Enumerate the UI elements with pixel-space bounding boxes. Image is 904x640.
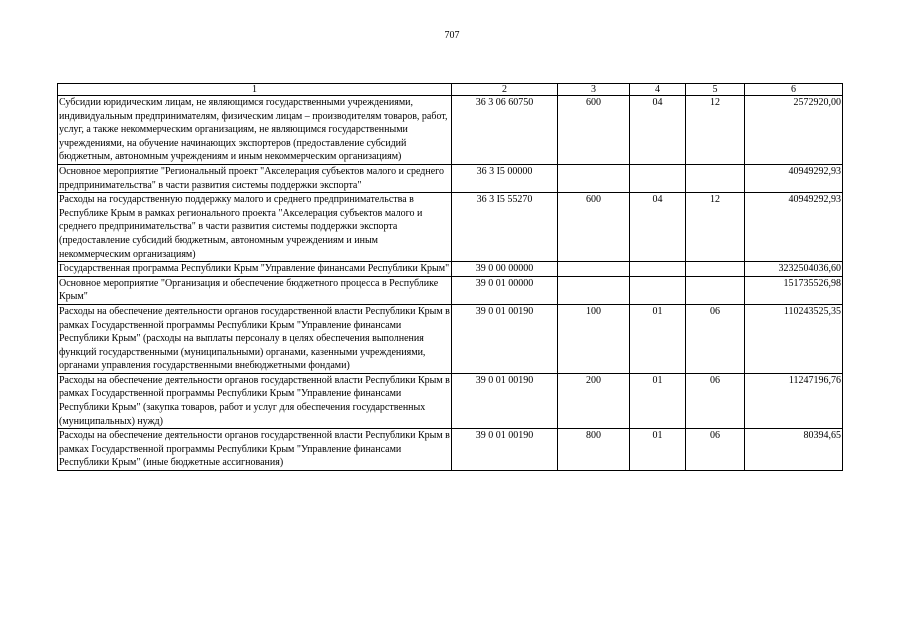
row-subsection: 06 <box>686 429 745 471</box>
row-expense-type <box>558 276 630 304</box>
table-row <box>58 96 843 165</box>
row-amount: 11247196,76 <box>745 373 843 428</box>
row-name: Основное мероприятие "Региональный проект "Акселерация субъектов малого и среднего предпринимательства" в части развития системы поддержки экспорта" <box>58 164 452 192</box>
row-section: 01 <box>630 304 686 373</box>
row-code: 39 0 01 00190 <box>452 429 558 471</box>
table-header <box>58 84 843 96</box>
row-section: 01 <box>630 429 686 471</box>
column-header: 5 <box>686 84 745 96</box>
budget-table <box>57 83 843 471</box>
column-header: 2 <box>452 84 558 96</box>
column-header: 1 <box>58 84 452 96</box>
row-code: 39 0 01 00190 <box>452 373 558 428</box>
row-expense-type: 600 <box>558 193 630 262</box>
page-number: 707 <box>444 30 460 41</box>
row-expense-type: 600 <box>558 96 630 165</box>
row-amount: 110243525,35 <box>745 304 843 373</box>
column-header: 4 <box>630 84 686 96</box>
row-expense-type: 800 <box>558 429 630 471</box>
row-name: Государственная программа Республики Крым "Управление финансами Республики Крым" <box>58 262 452 277</box>
row-section <box>630 164 686 192</box>
column-header: 6 <box>745 84 843 96</box>
row-name: Субсидии юридическим лицам, не являющимся государственными учреждениями, индивидуальным предпринимателям, физическим лицам – производителям товаров, работ, услуг, а также некоммерческим организациям, не являющимся государственными учреждениями, на обучение начинающих экспортеров (предоставление субсидий бюджетным, автономным учреждениям и иным некоммерческим организациям) <box>58 96 452 165</box>
row-code: 36 3 I5 00000 <box>452 164 558 192</box>
row-subsection <box>686 164 745 192</box>
row-section: 04 <box>630 193 686 262</box>
row-name: Основное мероприятие "Организация и обеспечение бюджетного процесса в Республике Крым" <box>58 276 452 304</box>
row-amount: 40949292,93 <box>745 193 843 262</box>
row-expense-type: 200 <box>558 373 630 428</box>
table-row <box>58 276 843 304</box>
table-row <box>58 304 843 373</box>
row-code: 36 3 I5 55270 <box>452 193 558 262</box>
row-section: 04 <box>630 96 686 165</box>
row-section <box>630 276 686 304</box>
row-code: 39 0 00 00000 <box>452 262 558 277</box>
table-row <box>58 164 843 192</box>
row-section: 01 <box>630 373 686 428</box>
row-amount: 80394,65 <box>745 429 843 471</box>
row-expense-type <box>558 164 630 192</box>
row-amount: 2572920,00 <box>745 96 843 165</box>
row-subsection <box>686 276 745 304</box>
row-subsection: 06 <box>686 304 745 373</box>
row-subsection: 12 <box>686 96 745 165</box>
row-expense-type <box>558 262 630 277</box>
row-section <box>630 262 686 277</box>
column-header: 3 <box>558 84 630 96</box>
row-subsection: 06 <box>686 373 745 428</box>
row-name: Расходы на обеспечение деятельности органов государственной власти Республики Крым в рамках Государственной программы Республики Крым "Управление финансами Республики Крым" (расходы на выплаты персоналу в целях обеспечения выполнения функций государственными (муниципальными) органами, казенными учреждениями, органами управления государственными внебюджетными фондами) <box>58 304 452 373</box>
row-subsection: 12 <box>686 193 745 262</box>
table-row <box>58 373 843 428</box>
row-code: 39 0 01 00190 <box>452 304 558 373</box>
row-code: 36 3 06 60750 <box>452 96 558 165</box>
row-name: Расходы на государственную поддержку малого и среднего предпринимательства в Республике Крым в рамках регионального проекта "Акселерация субъектов малого и среднего предпринимательства" в части развития системы поддержки экспорта (предоставление субсидий бюджетным, автономным учреждениям и иным некоммерческим организациям) <box>58 193 452 262</box>
table-row <box>58 262 843 277</box>
row-subsection <box>686 262 745 277</box>
row-amount: 3232504036,60 <box>745 262 843 277</box>
row-amount: 151735526,98 <box>745 276 843 304</box>
table-row <box>58 193 843 262</box>
table-row <box>58 429 843 471</box>
row-expense-type: 100 <box>558 304 630 373</box>
row-code: 39 0 01 00000 <box>452 276 558 304</box>
row-name: Расходы на обеспечение деятельности органов государственной власти Республики Крым в рамках Государственной программы Республики Крым "Управление финансами Республики Крым" (закупка товаров, работ и услуг для обеспечения государственных (муниципальных) нужд) <box>58 373 452 428</box>
row-amount: 40949292,93 <box>745 164 843 192</box>
row-name: Расходы на обеспечение деятельности органов государственной власти Республики Крым в рамках Государственной программы Республики Крым "Управление финансами Республики Крым" (иные бюджетные ассигнования) <box>58 429 452 471</box>
